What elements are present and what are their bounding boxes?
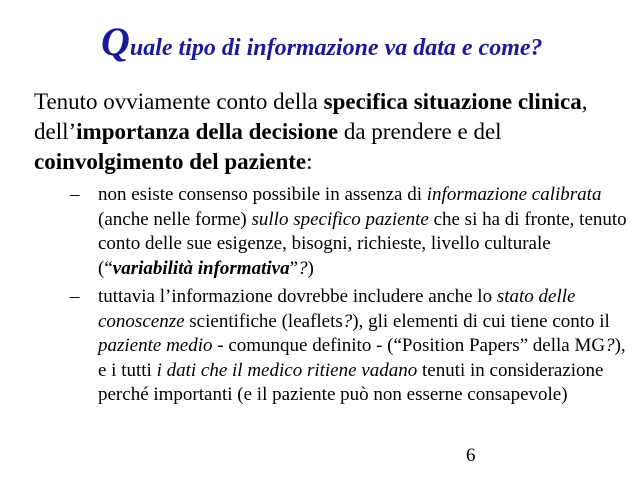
bullet-text: ), gli elementi di cui tiene conto il [352, 310, 610, 332]
lead-bold: importanza della decisione [76, 119, 339, 144]
slide-title [101, 19, 543, 68]
bullet-italic: ? [298, 257, 308, 279]
bullet-italic: informazione calibrata [426, 184, 602, 205]
lead-text: Tenuto ovviamente conto della [34, 89, 324, 114]
bullet-dash: – [70, 286, 80, 307]
bullet-text: comunque definito - (“Position Papers” della MG [223, 335, 606, 356]
bullet-text: tenuti in considerazione perché importanti (e il paziente può non esserne consapevole) [98, 359, 604, 405]
bullet-italic: ? [605, 335, 615, 356]
bullet-item [70, 285, 630, 408]
bullet-list [70, 183, 630, 412]
bullet-italic: paziente medio - [98, 335, 224, 356]
lead-bold: specifica situazione clinica [323, 89, 582, 114]
bullet-text: non esiste consenso possibile in assenza di [98, 184, 427, 205]
lead-text: da prendere e del [338, 119, 502, 144]
bullet-item [70, 183, 630, 281]
bullet-text: ) [307, 257, 314, 279]
bullet-text: scientifiche (leaflets [184, 310, 343, 332]
title-rest: uale tipo di informazione va data e come? [129, 35, 543, 61]
bullet-text: ), e i tutti [98, 335, 626, 381]
bullet-text: che si ha di fronte, tenuto conto delle sue esigenze, bisogni, richieste, livello culturale (“ [98, 208, 627, 279]
page-number: 6 [466, 445, 476, 466]
lead-text: : [306, 149, 313, 174]
lead-bold: coinvolgimento del paziente [34, 149, 307, 174]
bullet-dash: – [70, 184, 80, 205]
lead-text: , dell’ [34, 89, 588, 144]
bullet-text: tuttavia l’informazione dovrebbe includere anche lo [98, 286, 497, 307]
bullet-italic: ? [342, 310, 353, 332]
bullet-italic: stato delle conoscenze [98, 286, 576, 332]
title-initial: Q [101, 19, 130, 64]
bullet-italic: sullo specifico paziente [251, 208, 429, 230]
bullet-bold-italic: variabilità informativa [112, 257, 290, 279]
bullet-text: ” [289, 257, 299, 279]
lead-paragraph [34, 87, 624, 177]
bullet-text: (anche nelle forme) [98, 208, 252, 230]
bullet-italic: i dati che il medico ritiene vadano [156, 359, 418, 381]
